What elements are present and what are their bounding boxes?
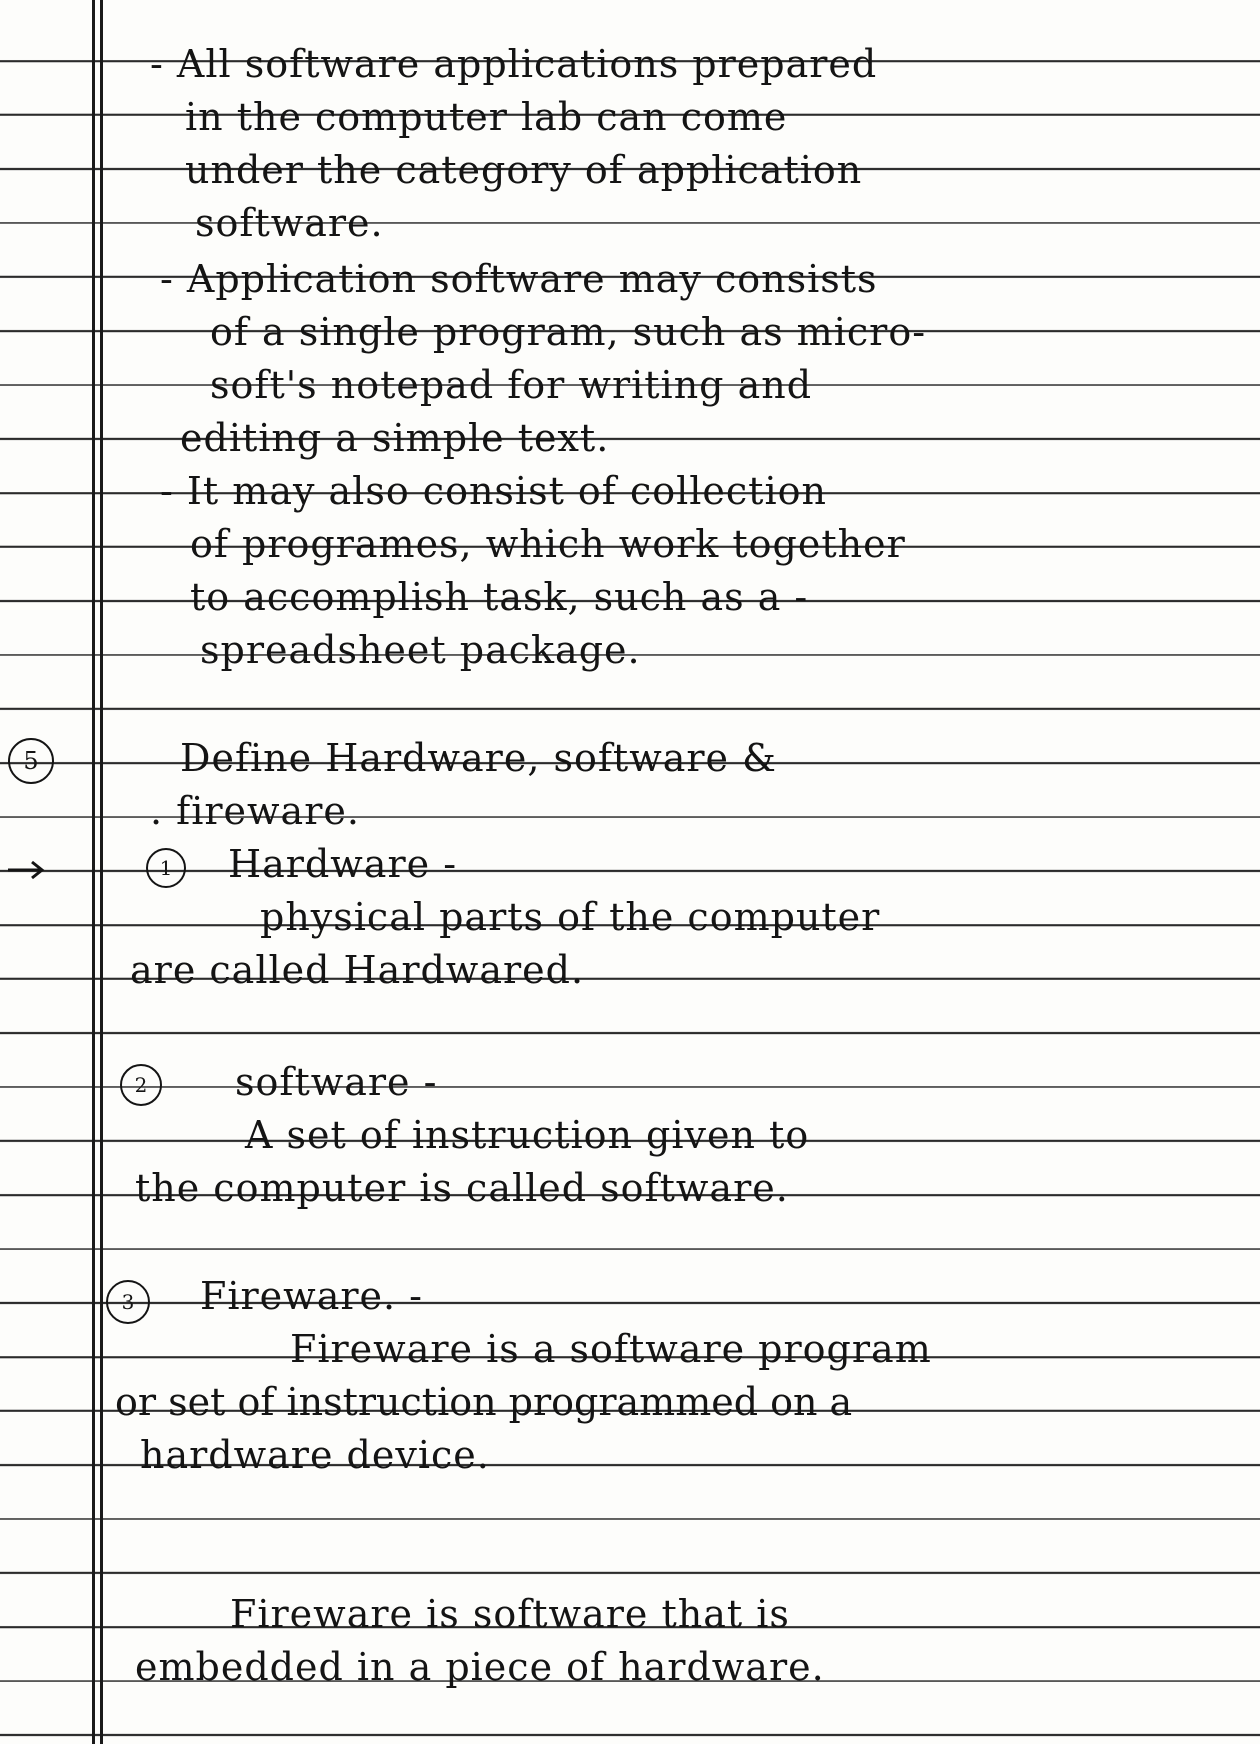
heading-hardware: Hardware - <box>228 842 458 886</box>
text-line: are called Hardwared. <box>130 948 585 992</box>
question-text: . fireware. <box>150 789 360 833</box>
heading-fireware: Fireware. - <box>200 1274 424 1318</box>
text-line: of a single program, such as micro- <box>210 310 927 354</box>
item-number-circle: 3 <box>106 1280 150 1324</box>
text-line: under the category of application <box>185 148 863 192</box>
text-line: the computer is called software. <box>135 1166 789 1210</box>
text-line: spreadsheet package. <box>200 628 641 672</box>
text-line: soft's notepad for writing and <box>210 363 813 407</box>
text-line: - Application software may consists <box>160 257 878 301</box>
question-number-circle: 5 <box>8 738 54 784</box>
item-number-circle: 2 <box>120 1064 162 1106</box>
text-line: physical parts of the computer <box>260 895 881 939</box>
text-line: - It may also consist of collection <box>160 469 827 513</box>
item-number-circle: 1 <box>146 848 186 888</box>
text-line: - All software applications prepared <box>150 42 878 86</box>
text-line: or set of instruction programmed on a <box>115 1380 853 1424</box>
text-line: in the computer lab can come <box>185 95 788 139</box>
question-text: Define Hardware, software & <box>180 736 777 780</box>
text-line: Fireware is software that is <box>230 1592 790 1636</box>
text-line: software. <box>195 201 384 245</box>
text-line: embedded in a piece of hardware. <box>135 1645 825 1689</box>
heading-software: software - <box>235 1060 438 1104</box>
text-line: hardware device. <box>140 1433 490 1477</box>
text-line: to accomplish task, such as a - <box>190 575 809 619</box>
text-line: A set of instruction given to <box>245 1113 810 1157</box>
text-line: editing a simple text. <box>180 416 610 460</box>
text-line: Fireware is a software program <box>290 1327 932 1371</box>
text-line: of programes, which work together <box>190 522 906 566</box>
